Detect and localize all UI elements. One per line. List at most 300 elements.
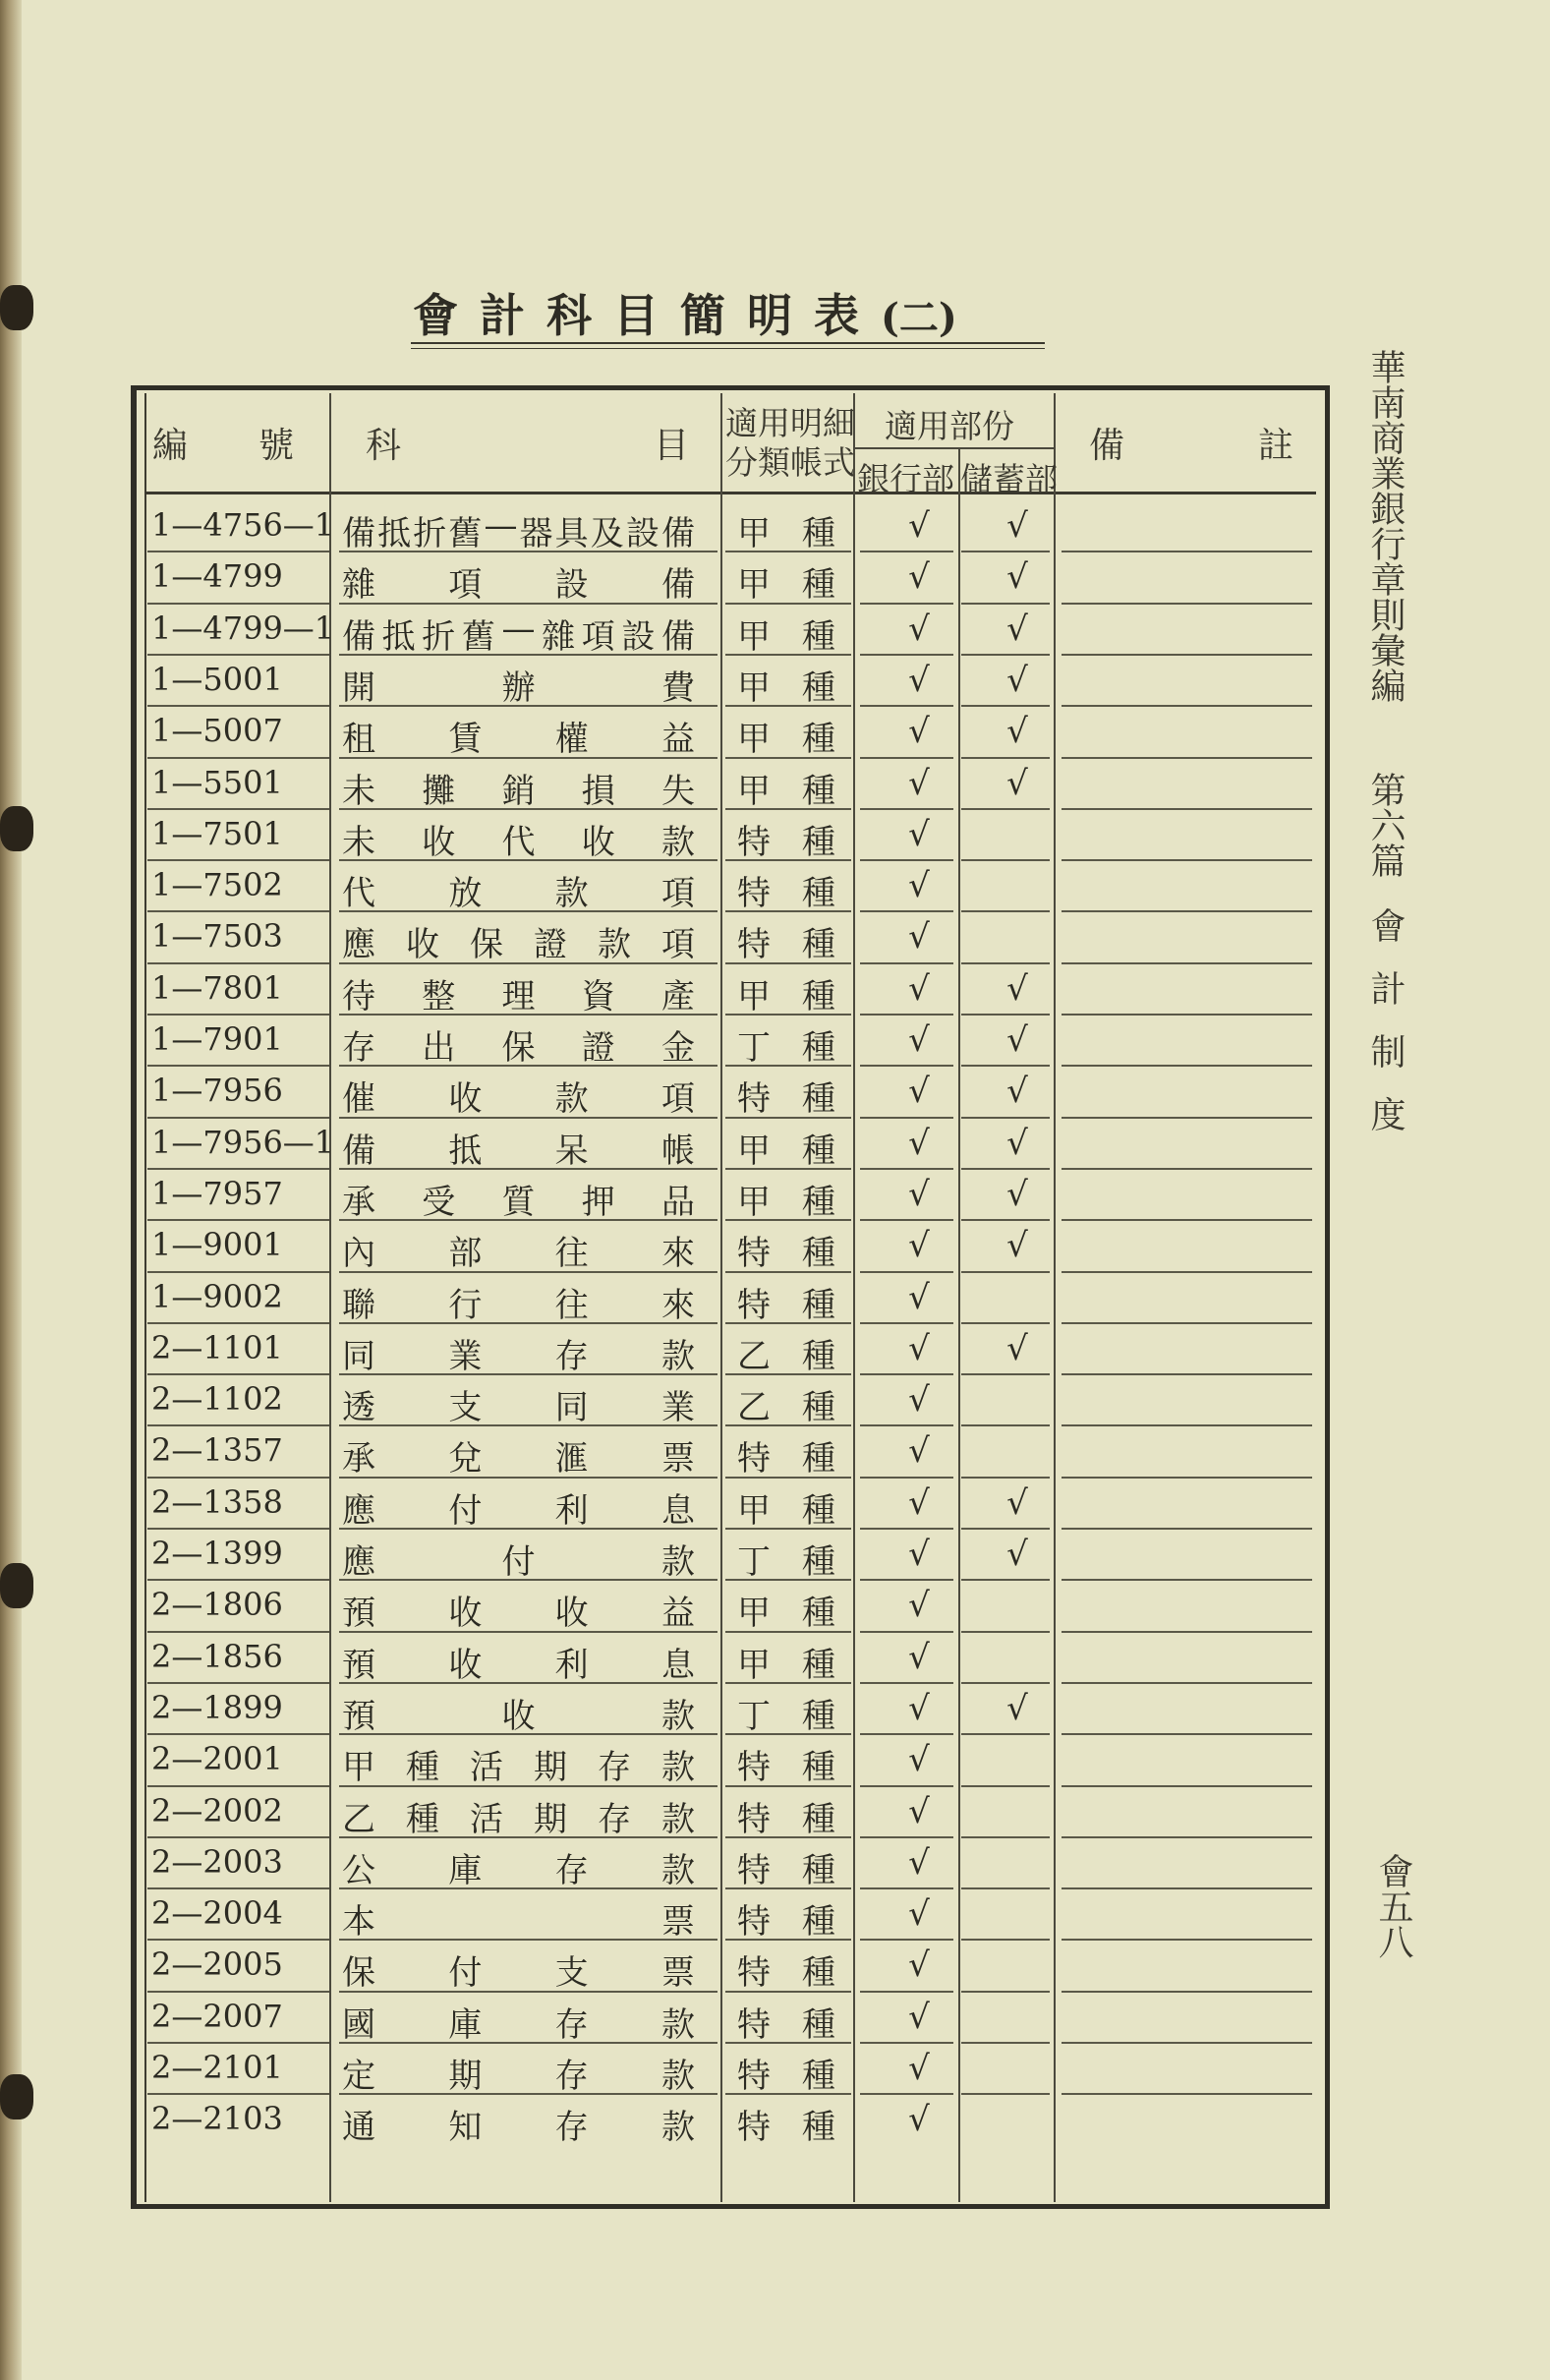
subject-char: 折 bbox=[413, 514, 448, 553]
subject-char: 攤 bbox=[422, 772, 457, 811]
ledger-type bbox=[737, 557, 835, 606]
subject-char: 款 bbox=[598, 925, 632, 964]
row-divider bbox=[961, 1322, 1050, 1324]
header-detail-bottom: 分類帳式 bbox=[725, 443, 855, 482]
title-underline bbox=[411, 342, 1045, 344]
row-divider bbox=[339, 1373, 718, 1375]
subject-char: 活 bbox=[470, 1748, 504, 1787]
ledger-type-char: 種 bbox=[802, 1594, 835, 1633]
account-code: 2—1357 bbox=[151, 1431, 283, 1469]
row-divider bbox=[147, 1168, 329, 1170]
subject-char: 證 bbox=[534, 925, 568, 964]
ledger-type-char: 種 bbox=[802, 2057, 835, 2096]
ledger-type-char: 種 bbox=[802, 617, 835, 657]
subject-char: 甲 bbox=[342, 1748, 376, 1787]
ledger-type-char: 種 bbox=[802, 1132, 835, 1171]
subject-char: 聯 bbox=[342, 1286, 376, 1325]
row-divider bbox=[961, 1939, 1050, 1941]
subject-char: 設 bbox=[621, 617, 657, 657]
account-subject bbox=[342, 506, 696, 554]
bank-dept-check: √ bbox=[908, 1586, 930, 1625]
subject-char: 設 bbox=[625, 514, 660, 553]
account-code: 1—9002 bbox=[151, 1278, 283, 1315]
subject-char: 款 bbox=[660, 1337, 696, 1376]
row-divider bbox=[961, 1991, 1050, 1993]
subject-char: 存 bbox=[554, 2005, 590, 2045]
row-divider bbox=[147, 1065, 329, 1067]
row-divider bbox=[725, 1836, 851, 1838]
ledger-type-char: 種 bbox=[802, 1851, 835, 1890]
subject-char: 利 bbox=[554, 1646, 590, 1685]
account-subject bbox=[342, 917, 696, 965]
ledger-type bbox=[737, 815, 835, 863]
subject-char: 費 bbox=[661, 668, 696, 708]
subject-char: 款 bbox=[554, 874, 590, 913]
account-code: 1—7901 bbox=[151, 1020, 283, 1058]
subject-char: 具 bbox=[554, 514, 590, 553]
row-divider bbox=[961, 1579, 1050, 1581]
account-code: 1—4799—1 bbox=[151, 610, 335, 647]
row-divider bbox=[147, 1271, 329, 1273]
bank-dept-check: √ bbox=[908, 661, 930, 700]
bank-dept-check: √ bbox=[908, 1329, 930, 1368]
row-divider bbox=[1062, 1836, 1312, 1838]
subject-char: 證 bbox=[581, 1028, 616, 1068]
ledger-type bbox=[737, 1020, 835, 1069]
ledger-type-char: 甲 bbox=[737, 1132, 771, 1171]
row-divider bbox=[860, 2093, 953, 2095]
subject-char: 備 bbox=[660, 514, 696, 553]
savings-dept-check: √ bbox=[1006, 1226, 1028, 1265]
ledger-type-char: 特 bbox=[737, 1800, 771, 1839]
subject-char: 抵 bbox=[448, 1132, 484, 1171]
account-subject bbox=[342, 764, 696, 812]
row-divider bbox=[860, 1682, 953, 1684]
savings-dept-check: √ bbox=[1006, 712, 1028, 751]
subject-char: 理 bbox=[501, 977, 537, 1016]
row-divider bbox=[860, 2042, 953, 2044]
binding-hole bbox=[0, 1563, 33, 1608]
row-divider bbox=[1062, 1065, 1312, 1067]
account-subject bbox=[342, 1740, 696, 1788]
column-divider bbox=[853, 393, 855, 2202]
ledger-type bbox=[737, 1431, 835, 1480]
ledger-type bbox=[737, 1945, 835, 1994]
ledger-type-char: 種 bbox=[802, 1646, 835, 1685]
row-divider bbox=[1062, 654, 1312, 656]
subject-char: 項 bbox=[660, 1079, 696, 1119]
row-divider bbox=[339, 757, 718, 759]
row-divider bbox=[1062, 2093, 1312, 2095]
ledger-type-char: 種 bbox=[802, 1748, 835, 1787]
savings-dept-check: √ bbox=[1006, 1020, 1028, 1060]
header-bank: 銀行部 bbox=[857, 460, 954, 498]
ledger-type bbox=[737, 1638, 835, 1686]
row-divider bbox=[147, 705, 329, 707]
bank-dept-check: √ bbox=[908, 1072, 930, 1111]
subject-char: 期 bbox=[448, 2057, 484, 2096]
subject-char: 收 bbox=[406, 925, 440, 964]
row-divider bbox=[1062, 1631, 1312, 1633]
header-dept: 適用部份 bbox=[885, 407, 1014, 445]
account-subject bbox=[342, 1638, 696, 1686]
subject-char: 存 bbox=[554, 2108, 590, 2147]
bank-dept-check: √ bbox=[908, 1843, 930, 1883]
account-code: 1—7503 bbox=[151, 917, 283, 955]
row-divider bbox=[961, 603, 1050, 605]
subject-char: 舊 bbox=[448, 514, 484, 553]
row-divider bbox=[961, 1682, 1050, 1684]
side-caption bbox=[1361, 349, 1410, 1132]
row-divider bbox=[1062, 1014, 1312, 1016]
bank-dept-check: √ bbox=[908, 2049, 930, 2088]
subject-char: 付 bbox=[448, 1491, 484, 1531]
row-divider bbox=[1062, 1991, 1312, 1993]
subject-char: 舊 bbox=[461, 617, 496, 657]
ledger-type-char: 種 bbox=[802, 1800, 835, 1839]
row-divider bbox=[339, 1836, 718, 1838]
subject-char: 款 bbox=[660, 2108, 696, 2147]
account-subject bbox=[342, 1175, 696, 1223]
bank-dept-check: √ bbox=[908, 712, 930, 751]
subject-char: 種 bbox=[406, 1800, 440, 1839]
page-number: 會五八 bbox=[1373, 1853, 1413, 1959]
ledger-type bbox=[737, 1689, 835, 1737]
row-divider bbox=[725, 1733, 851, 1735]
row-divider bbox=[339, 910, 718, 912]
row-divider bbox=[339, 859, 718, 861]
row-divider bbox=[860, 1424, 953, 1426]
account-code: 2—2004 bbox=[151, 1894, 283, 1932]
ledger-type bbox=[737, 1329, 835, 1377]
subject-char: 款 bbox=[660, 1851, 696, 1890]
ledger-type-char: 乙 bbox=[737, 1337, 771, 1376]
subject-char: 款 bbox=[554, 1079, 590, 1119]
ledger-type-char: 種 bbox=[802, 977, 835, 1016]
subject-char: 備 bbox=[342, 1132, 376, 1171]
ledger-type-char: 特 bbox=[737, 2005, 771, 2045]
ledger-type-char: 種 bbox=[802, 1234, 835, 1273]
row-divider bbox=[725, 1477, 851, 1479]
subject-char: 來 bbox=[660, 1286, 696, 1325]
subject-char: 銷 bbox=[501, 772, 537, 811]
subject-char: 備 bbox=[660, 565, 696, 605]
ledger-type-char: 特 bbox=[737, 1234, 771, 1273]
ledger-type bbox=[737, 1894, 835, 1943]
row-divider bbox=[1062, 1373, 1312, 1375]
row-divider bbox=[860, 551, 953, 552]
binding-hole bbox=[0, 285, 33, 330]
row-divider bbox=[725, 551, 851, 552]
row-divider bbox=[961, 1785, 1050, 1787]
savings-dept-check: √ bbox=[1006, 1689, 1028, 1728]
subject-char: 催 bbox=[342, 1079, 376, 1119]
row-divider bbox=[339, 1682, 718, 1684]
row-divider bbox=[961, 1631, 1050, 1633]
row-divider bbox=[1062, 1579, 1312, 1581]
row-divider bbox=[725, 1991, 851, 1993]
row-divider bbox=[860, 603, 953, 605]
savings-dept-check: √ bbox=[1006, 1072, 1028, 1111]
subject-char: 利 bbox=[554, 1491, 590, 1531]
ledger-type-char: 種 bbox=[802, 720, 835, 759]
ledger-type bbox=[737, 1072, 835, 1120]
ledger-type bbox=[737, 1792, 835, 1840]
row-divider bbox=[725, 1117, 851, 1119]
row-divider bbox=[1062, 1733, 1312, 1735]
row-divider bbox=[1062, 551, 1312, 552]
ledger-type-char: 種 bbox=[802, 1697, 835, 1736]
subject-char: 雜 bbox=[542, 617, 577, 657]
bank-dept-check: √ bbox=[908, 1894, 930, 1934]
row-divider bbox=[725, 1065, 851, 1067]
row-divider bbox=[961, 1477, 1050, 1479]
subject-char: 息 bbox=[660, 1491, 696, 1531]
ledger-type-char: 種 bbox=[802, 925, 835, 964]
account-code: 1—7501 bbox=[151, 815, 283, 852]
row-divider bbox=[725, 2042, 851, 2044]
ledger-type-char: 種 bbox=[802, 2005, 835, 2045]
row-divider bbox=[961, 705, 1050, 707]
ledger-type-char: 種 bbox=[802, 1028, 835, 1068]
row-divider bbox=[147, 757, 329, 759]
table-inner-rule bbox=[144, 393, 146, 2202]
subject-char: 及 bbox=[590, 514, 625, 553]
subject-char: 預 bbox=[342, 1594, 376, 1633]
subject-char: 期 bbox=[534, 1748, 568, 1787]
row-divider bbox=[147, 1117, 329, 1119]
subject-char: 保 bbox=[470, 925, 504, 964]
subject-char: 付 bbox=[501, 1542, 537, 1582]
ledger-type-char: 種 bbox=[802, 1388, 835, 1427]
ledger-type bbox=[737, 1278, 835, 1326]
savings-dept-check: √ bbox=[1006, 1535, 1028, 1574]
row-divider bbox=[961, 1836, 1050, 1838]
subject-char: 通 bbox=[342, 2108, 376, 2147]
row-divider bbox=[147, 654, 329, 656]
ledger-type-char: 乙 bbox=[737, 1388, 771, 1427]
bank-dept-check: √ bbox=[908, 1998, 930, 2037]
account-code: 2—1899 bbox=[151, 1689, 283, 1726]
row-divider bbox=[147, 1424, 329, 1426]
row-divider bbox=[860, 1065, 953, 1067]
row-divider bbox=[725, 1785, 851, 1787]
subject-char: 器 bbox=[519, 514, 554, 553]
binding-hole bbox=[0, 2074, 33, 2119]
account-code: 1—5007 bbox=[151, 712, 283, 749]
row-divider bbox=[860, 1991, 953, 1993]
row-divider bbox=[147, 1733, 329, 1735]
ledger-type-char: 種 bbox=[802, 565, 835, 605]
savings-dept-check: √ bbox=[1006, 506, 1028, 546]
account-subject bbox=[342, 1843, 696, 1891]
subject-char: 應 bbox=[342, 1542, 376, 1582]
account-subject bbox=[342, 1689, 696, 1737]
subject-char: 支 bbox=[554, 1953, 590, 1993]
row-divider bbox=[1062, 1887, 1312, 1889]
row-divider bbox=[961, 1424, 1050, 1426]
column-divider bbox=[958, 447, 960, 2202]
row-divider bbox=[860, 1733, 953, 1735]
row-divider bbox=[1062, 1424, 1312, 1426]
subject-char: 未 bbox=[342, 772, 376, 811]
bank-dept-check: √ bbox=[908, 2100, 930, 2139]
account-subject bbox=[342, 1586, 696, 1634]
subject-char: 內 bbox=[342, 1234, 376, 1273]
row-divider bbox=[860, 1322, 953, 1324]
row-divider bbox=[725, 808, 851, 810]
row-divider bbox=[860, 1271, 953, 1273]
ledger-type-char: 種 bbox=[802, 2108, 835, 2147]
row-divider bbox=[860, 1631, 953, 1633]
ledger-type bbox=[737, 764, 835, 812]
subject-char: 整 bbox=[422, 977, 457, 1016]
ledger-type-char: 甲 bbox=[737, 565, 771, 605]
row-divider bbox=[725, 910, 851, 912]
row-divider bbox=[339, 551, 718, 552]
row-divider bbox=[1062, 1271, 1312, 1273]
subject-char: 存 bbox=[598, 1748, 632, 1787]
subject-char: 租 bbox=[342, 720, 376, 759]
subject-char: 質 bbox=[501, 1183, 537, 1222]
row-divider bbox=[860, 1117, 953, 1119]
row-divider bbox=[1062, 1682, 1312, 1684]
row-divider bbox=[725, 1682, 851, 1684]
subject-char: 存 bbox=[342, 1028, 376, 1068]
savings-dept-check: √ bbox=[1006, 1483, 1028, 1523]
ledger-type-char: 特 bbox=[737, 874, 771, 913]
subject-char: 付 bbox=[448, 1953, 484, 1993]
subject-char: 代 bbox=[342, 874, 376, 913]
account-subject bbox=[342, 866, 696, 914]
subject-char: 受 bbox=[422, 1183, 457, 1222]
subject-char: — bbox=[484, 506, 519, 546]
ledger-type bbox=[737, 969, 835, 1017]
savings-dept-check: √ bbox=[1006, 557, 1028, 597]
row-divider bbox=[147, 962, 329, 964]
ledger-type-char: 特 bbox=[737, 1902, 771, 1942]
account-subject bbox=[342, 712, 696, 760]
ledger-type-char: 甲 bbox=[737, 514, 771, 553]
subject-char: 往 bbox=[554, 1234, 590, 1273]
row-divider bbox=[339, 1887, 718, 1889]
row-divider bbox=[725, 1528, 851, 1530]
bank-dept-check: √ bbox=[908, 866, 930, 905]
bank-dept-check: √ bbox=[908, 557, 930, 597]
subject-char: 票 bbox=[660, 1439, 696, 1479]
savings-dept-check: √ bbox=[1006, 764, 1028, 803]
subject-char: 透 bbox=[342, 1388, 376, 1427]
ledger-type-char: 丁 bbox=[737, 1028, 771, 1068]
account-code: 2—2005 bbox=[151, 1945, 283, 1983]
account-code: 2—1399 bbox=[151, 1535, 283, 1572]
subject-char: 存 bbox=[554, 1337, 590, 1376]
ledger-type bbox=[737, 1226, 835, 1274]
row-divider bbox=[339, 808, 718, 810]
header-savings: 儲蓄部 bbox=[960, 460, 1058, 498]
account-subject bbox=[342, 1431, 696, 1480]
row-divider bbox=[961, 1168, 1050, 1170]
page-edge bbox=[0, 0, 22, 2380]
ledger-type bbox=[737, 2100, 835, 2148]
title-underline bbox=[411, 348, 1045, 349]
account-subject bbox=[342, 969, 696, 1017]
row-divider bbox=[961, 654, 1050, 656]
row-divider bbox=[961, 2093, 1050, 2095]
ledger-type bbox=[737, 1380, 835, 1428]
subject-char: 益 bbox=[660, 1594, 696, 1633]
ledger-type-char: 特 bbox=[737, 1286, 771, 1325]
row-divider bbox=[147, 1785, 329, 1787]
subject-char: 備 bbox=[342, 617, 376, 657]
ledger-type-char: 種 bbox=[802, 1337, 835, 1376]
account-code: 1—7502 bbox=[151, 866, 283, 903]
row-divider bbox=[961, 808, 1050, 810]
row-divider bbox=[147, 1887, 329, 1889]
ledger-type-char: 種 bbox=[802, 514, 835, 553]
ledger-type-char: 甲 bbox=[737, 772, 771, 811]
account-subject bbox=[342, 1226, 696, 1274]
ledger-type-char: 甲 bbox=[737, 977, 771, 1016]
row-divider bbox=[961, 910, 1050, 912]
ledger-type-char: 種 bbox=[802, 668, 835, 708]
account-subject bbox=[342, 2100, 696, 2148]
row-divider bbox=[339, 1785, 718, 1787]
bank-dept-check: √ bbox=[908, 1020, 930, 1060]
account-code: 1—4799 bbox=[151, 557, 283, 595]
row-divider bbox=[961, 1219, 1050, 1221]
subject-char: 業 bbox=[448, 1337, 484, 1376]
subject-char: 品 bbox=[661, 1183, 696, 1222]
subject-char: 保 bbox=[501, 1028, 537, 1068]
chapter-0: 會 bbox=[1365, 907, 1406, 970]
row-divider bbox=[147, 1373, 329, 1375]
row-divider bbox=[961, 1014, 1050, 1016]
row-divider bbox=[860, 1219, 953, 1221]
subject-char: 活 bbox=[470, 1800, 504, 1839]
ledger-type-char: 種 bbox=[802, 1902, 835, 1942]
header-subject-right: 目 bbox=[654, 426, 690, 466]
row-divider bbox=[1062, 1219, 1312, 1221]
row-divider bbox=[147, 1991, 329, 1993]
savings-dept-check: √ bbox=[1006, 610, 1028, 649]
subject-char: 行 bbox=[448, 1286, 484, 1325]
row-divider bbox=[147, 1322, 329, 1324]
subject-char: 期 bbox=[534, 1800, 568, 1839]
row-divider bbox=[1062, 1168, 1312, 1170]
account-code: 2—1856 bbox=[151, 1638, 283, 1675]
column-divider bbox=[1054, 393, 1056, 2202]
subject-char: 金 bbox=[661, 1028, 696, 1068]
row-divider bbox=[725, 1939, 851, 1941]
ledger-type bbox=[737, 1586, 835, 1634]
account-code: 2—1358 bbox=[151, 1483, 283, 1521]
row-divider bbox=[961, 1117, 1050, 1119]
account-code: 2—2003 bbox=[151, 1843, 283, 1881]
row-divider bbox=[860, 1014, 953, 1016]
subject-char: 公 bbox=[342, 1851, 376, 1890]
row-divider bbox=[339, 1939, 718, 1941]
row-divider bbox=[147, 1836, 329, 1838]
bank-dept-check: √ bbox=[908, 1689, 930, 1728]
account-code: 1—5001 bbox=[151, 661, 283, 698]
ledger-type-char: 特 bbox=[737, 2057, 771, 2096]
account-code: 1—9001 bbox=[151, 1226, 283, 1263]
row-divider bbox=[860, 654, 953, 656]
row-divider bbox=[725, 1168, 851, 1170]
subject-char: — bbox=[501, 610, 537, 649]
bank-dept-check: √ bbox=[908, 506, 930, 546]
